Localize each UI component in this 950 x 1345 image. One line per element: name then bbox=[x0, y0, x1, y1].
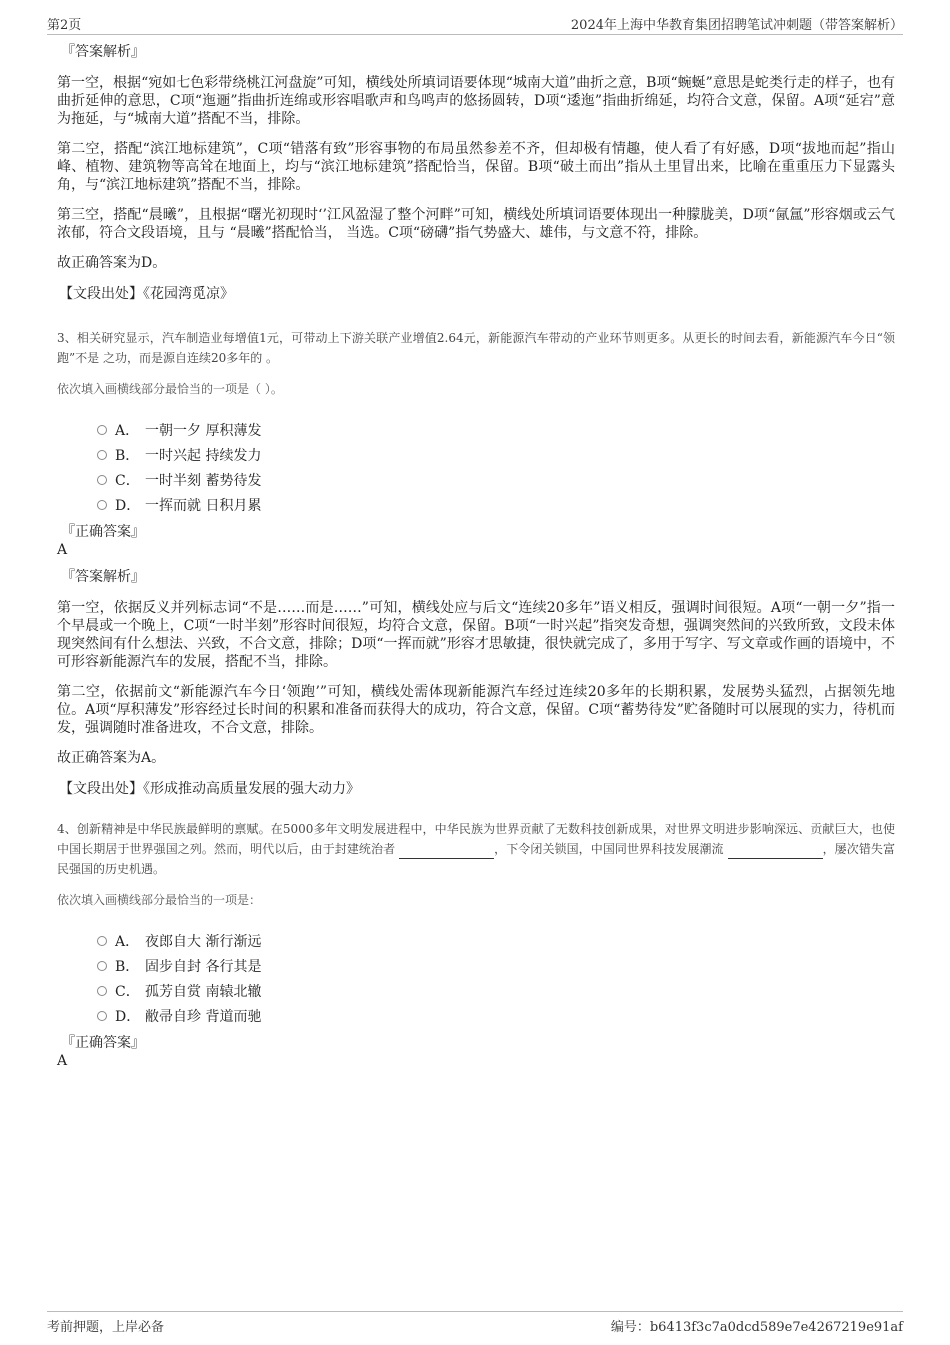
radio-icon[interactable] bbox=[97, 450, 107, 460]
q4-blank-1 bbox=[399, 846, 494, 859]
page-footer bbox=[47, 1311, 903, 1336]
q3-option-d[interactable]: D． 一挥而就 日积月累 bbox=[97, 494, 895, 519]
page-number: 第2页 bbox=[47, 18, 82, 33]
q2-analysis-label: 『答案解析』 bbox=[61, 44, 145, 60]
q4-blank-2 bbox=[728, 846, 823, 859]
q2-analysis-p1: 第一空，根据“宛如七色彩带绕桃江河盘旋”可知，横线处所填词语要体现“城南大道”曲折之意，B项“蜿蜒”意思是蛇类行走的样子，也有曲折延伸的意思，C项“迤逦”指曲折连绵或形容唱歌声和鸟鸣声的悠扬圆转，D项“逶迤”指曲折绵延，均符合文意，保留。A项“延宕”意为拖延，与“城南大道”搭配不当，排除。 bbox=[57, 75, 895, 127]
document-id: 编号：b6413f3c7a0dcd589e7e4267219e91af bbox=[610, 1320, 903, 1335]
radio-icon[interactable] bbox=[97, 936, 107, 946]
footer-slogan: 考前押题，上岸必备 bbox=[47, 1320, 165, 1335]
q3-option-a[interactable]: A． 一朝一夕 厚积薄发 bbox=[97, 419, 895, 444]
q3-options bbox=[97, 419, 895, 519]
q4-option-b[interactable]: B． 固步自封 各行其是 bbox=[97, 955, 895, 980]
q2-analysis-p2: 第二空，搭配“滨江地标建筑”，C项“错落有致”形容事物的布局虽然参差不齐，但却极有情趣，使人看了有好感，D项“拔地而起”指山峰、植物、建筑物等高耸在地面上，均与“滨江地标建筑”搭配恰当，保留。B项“破土而出”指从土里冒出来，比喻在重重压力下显露头角，与“滨江地标建筑”搭配不当，排除。 bbox=[57, 141, 895, 193]
q3-answer: A bbox=[57, 542, 68, 558]
radio-icon[interactable] bbox=[97, 986, 107, 996]
q4-option-c[interactable]: C． 孤芳自赏 南辕北辙 bbox=[97, 980, 895, 1005]
q3-analysis-label: 『答案解析』 bbox=[61, 569, 145, 585]
q2-analysis-p3: 第三空，搭配“晨曦”，且根据“曙光初现时‘’江风盈湿了整个河畔”可知，横线处所填词语要体现出一种朦胧美，D项“氤氲”形容烟或云气浓郁，符合文段语境，且与 “晨曦”搭配恰当， 当选。C项“磅礴”指气势盛大、雄伟，与文意不符，排除。 bbox=[57, 207, 895, 241]
q3-option-c[interactable]: C． 一时半刻 蓄势待发 bbox=[97, 469, 895, 494]
q3-ask: 依次填入画横线部分最恰当的一项是（ ）。 bbox=[57, 382, 283, 396]
q4-answer: A bbox=[57, 1053, 68, 1069]
document-title: 2024年上海中华教育集团招聘笔试冲刺题（带答案解析） bbox=[570, 18, 903, 33]
page-header bbox=[47, 14, 903, 35]
q3-analysis-p1: 第一空，依据反义并列标志词“不是……而是……”可知，横线处应与后文“连续20多年”语义相反，强调时间很短。A项“一朝一夕”指一个早晨或一个晚上，C项“一时半刻”形容时间很短，均符合文意，保留。B项“一时兴起”指突发奇想，强调突然间的兴致所致，文段未体现突然间有什么想法、兴致，不合文意，排除；D项“一挥而就”形容才思敏捷，很快就完成了，多用于写字、写文章或作画的语境中，不可形容新能源汽车的发展，搭配不当，排除。 bbox=[57, 600, 895, 670]
q4-answer-label: 『正确答案』 bbox=[61, 1035, 145, 1051]
q3-answer-label: 『正确答案』 bbox=[61, 524, 145, 540]
radio-icon[interactable] bbox=[97, 1011, 107, 1021]
radio-icon[interactable] bbox=[97, 500, 107, 510]
q4-title: 4、创新精神是中华民族最鲜明的禀赋。在5000多年文明发展进程中，中华民族为世界贡献了无数科技创新成果，对世界文明进步影响深远、贡献巨大，也使中国长期居于世界强国之列。然而，明代以后，由于封建统治者 ，下令闭关锁国，中国同世界科技发展潮流 ，屡次错失富民强国的历史机遇。 bbox=[57, 822, 895, 876]
radio-icon[interactable] bbox=[97, 475, 107, 485]
page-content bbox=[57, 42, 895, 1078]
radio-icon[interactable] bbox=[97, 961, 107, 971]
q3-title: 3、相关研究显示，汽车制造业每增值1元，可带动上下游关联产业增值2.64元，新能源汽车带动的产业环节则更多。从更长的时间去看，新能源汽车今日“领跑”不是 之功，而是源自连续20多年的 。 bbox=[57, 331, 895, 365]
q3-source: 【文段出处】《形成推动高质量发展的强大动力》 bbox=[59, 781, 360, 797]
q4-options bbox=[97, 930, 895, 1030]
q4-option-a[interactable]: A． 夜郎自大 渐行渐远 bbox=[97, 930, 895, 955]
q4-option-d[interactable]: D． 敝帚自珍 背道而驰 bbox=[97, 1005, 895, 1030]
q2-source: 【文段出处】《花园湾觅凉》 bbox=[59, 286, 234, 302]
radio-icon[interactable] bbox=[97, 425, 107, 435]
q4-ask: 依次填入画横线部分最恰当的一项是： bbox=[57, 893, 262, 907]
q3-conclusion: 故正确答案为A。 bbox=[57, 750, 166, 766]
q3-analysis-p2: 第二空，依据前文“新能源汽车今日‘领跑’”可知，横线处需体现新能源汽车经过连续20多年的长期积累，发展势头猛烈，占据领先地位。A项“厚积薄发”形容经过长时间的积累和准备而获得大的成功，符合文意，保留。C项“蓄势待发”贮备随时可以展现的实力，待机而发，强调随时准备进攻，不合文意，排除。 bbox=[57, 684, 895, 736]
q3-option-b[interactable]: B． 一时兴起 持续发力 bbox=[97, 444, 895, 469]
q2-conclusion: 故正确答案为D。 bbox=[57, 255, 167, 271]
